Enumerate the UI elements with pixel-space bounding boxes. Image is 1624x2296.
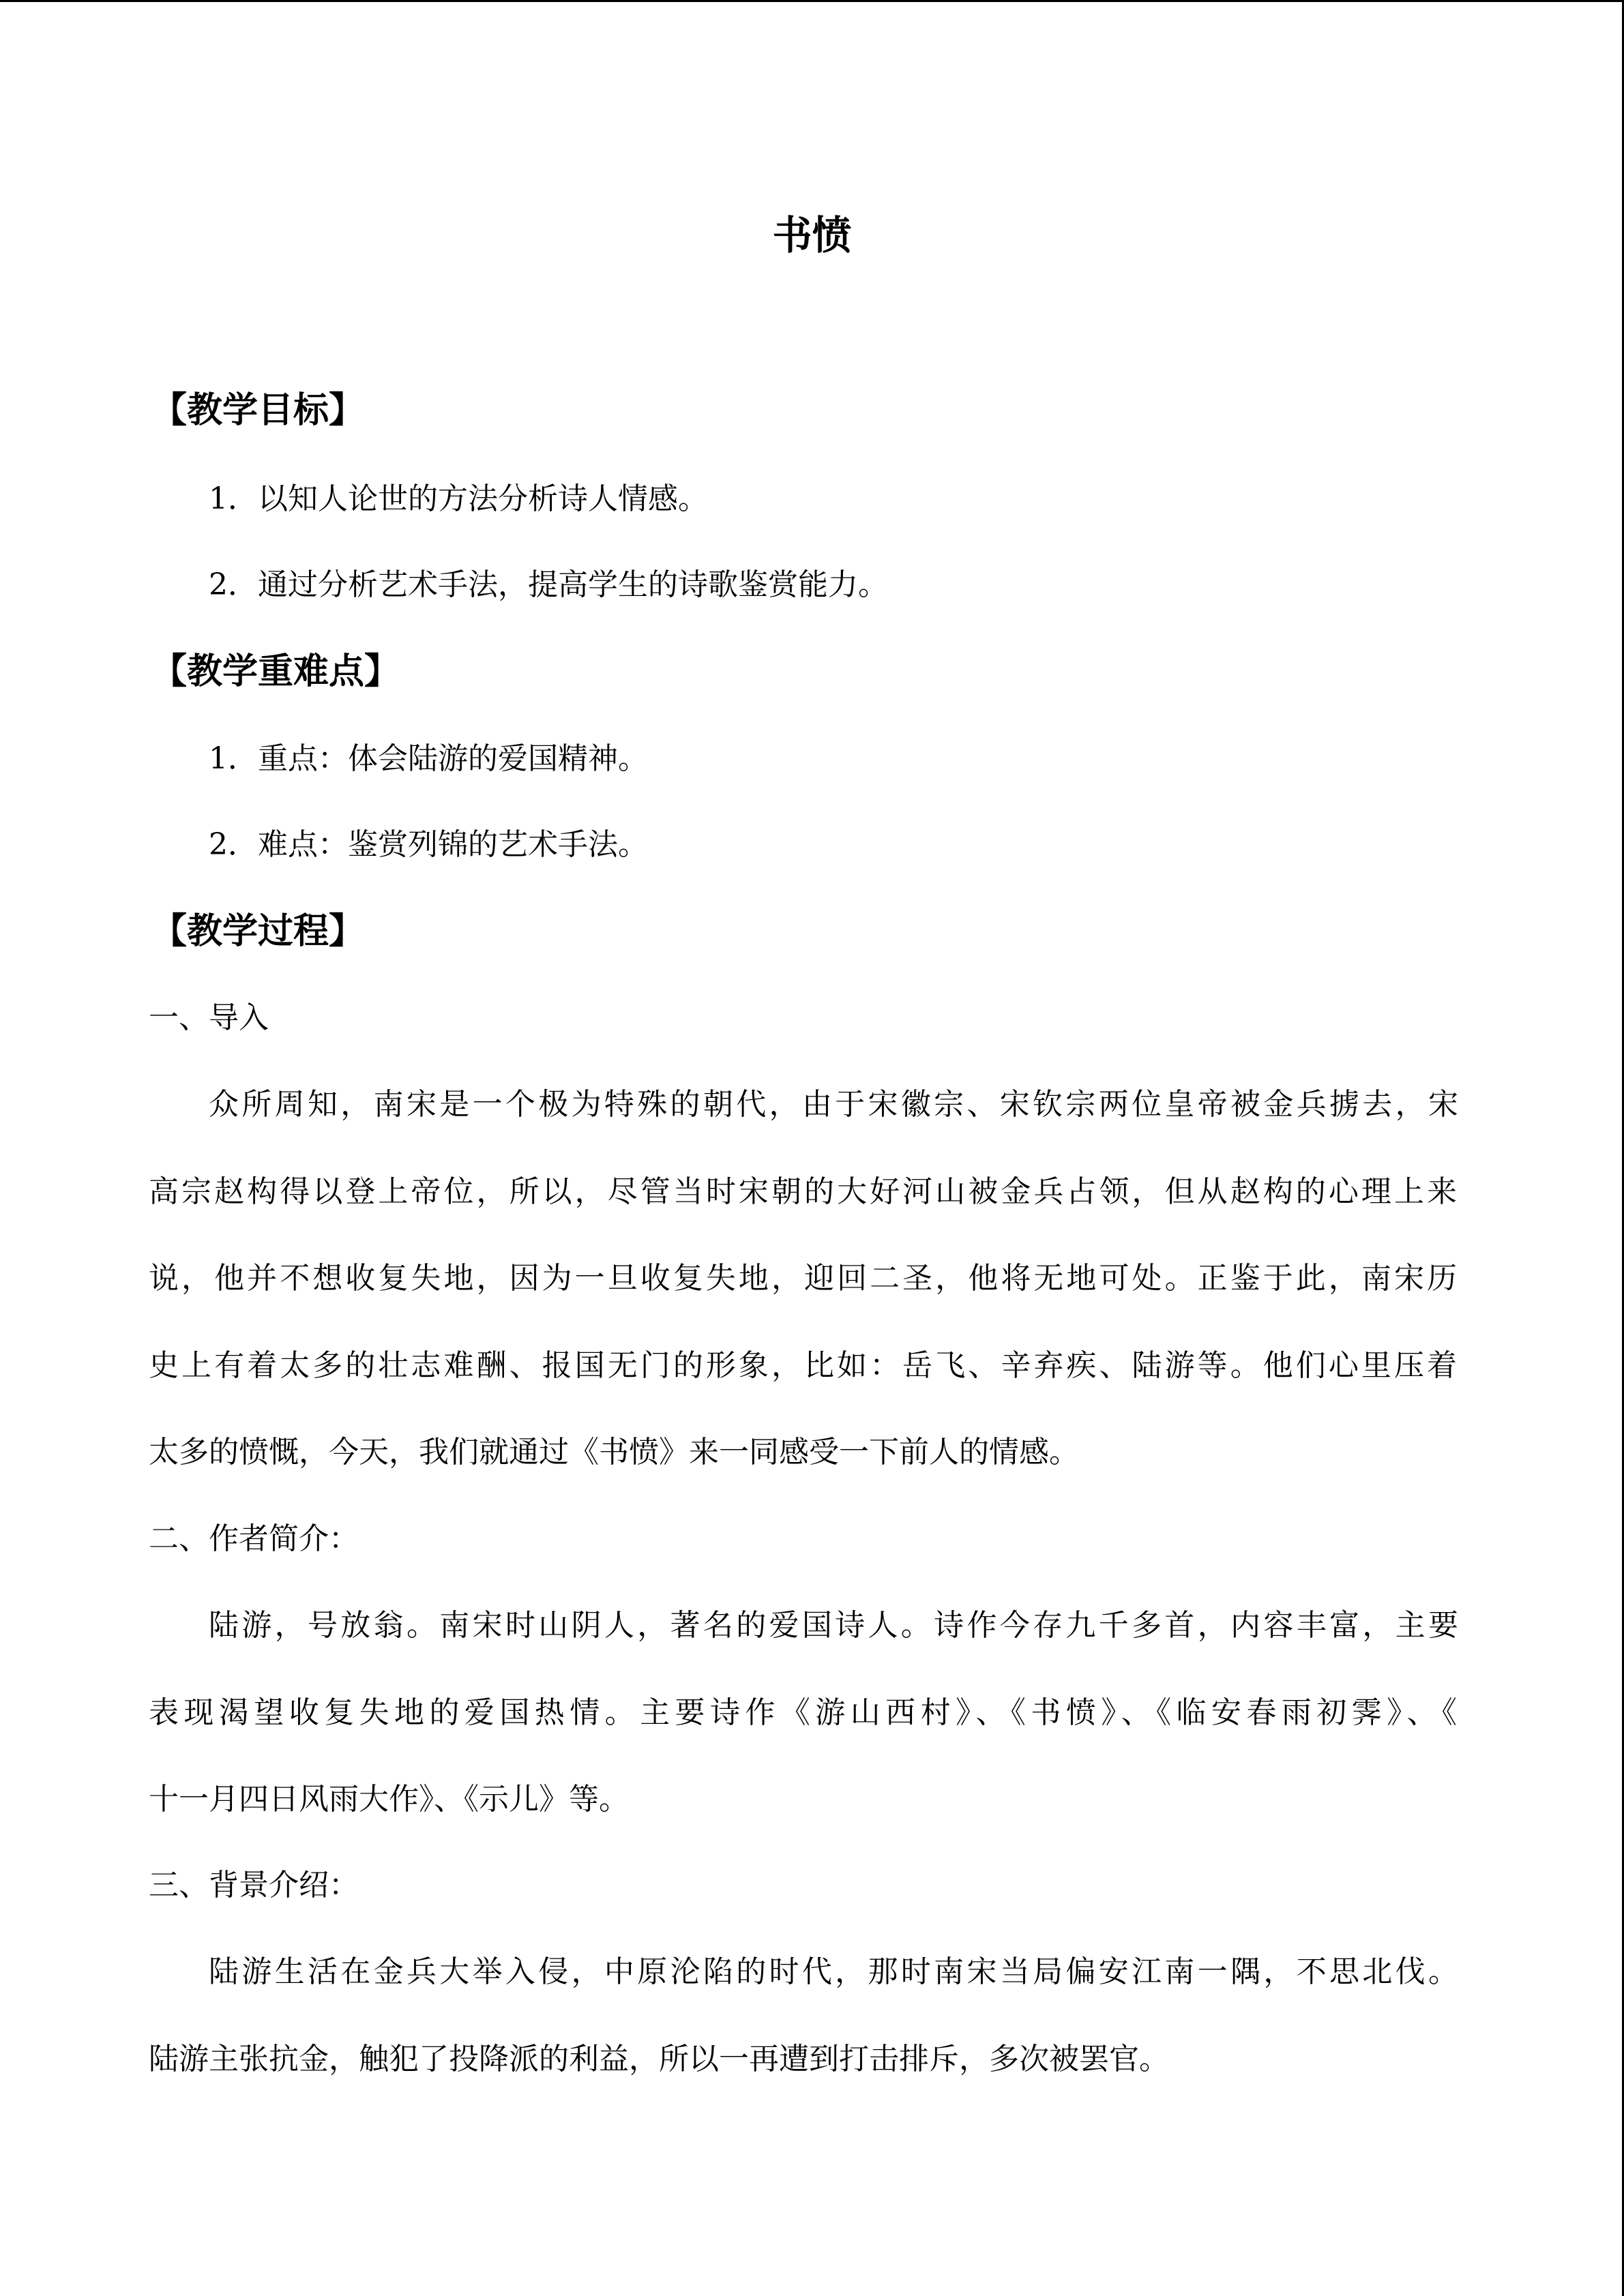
background-line-2: 陆游主张抗金，触犯了投降派的利益，所以一再遭到打击排斥，多次被罢官。 <box>149 2042 1169 2076</box>
author-heading: 二、作者简介： <box>149 1521 359 1556</box>
heading-objectives: 【教学目标】 <box>151 390 365 431</box>
heading-key-points: 【教学重难点】 <box>151 651 400 692</box>
document-title: 书愤 <box>772 212 852 258</box>
intro-line-4: 史上有着太多的壮志难酬、报国无门的形象，比如：岳飞、辛弃疾、陆游等。他们心里压着 <box>149 1348 1457 1383</box>
intro-heading: 一、导入 <box>149 1000 269 1035</box>
intro-line-3: 说，他并不想收复失地，因为一旦收复失地，迎回二圣，他将无地可处。正鉴于此，南宋历 <box>149 1261 1457 1296</box>
objective-item-2: 2．通过分析艺术手法，提高学生的诗歌鉴赏能力。 <box>209 567 888 602</box>
page-border-top <box>0 0 1624 2</box>
key-point-item-1: 1．重点：体会陆游的爱国精神。 <box>209 741 648 776</box>
intro-line-1: 众所周知，南宋是一个极为特殊的朝代，由于宋徽宗、宋钦宗两位皇帝被金兵掳去，宋 <box>209 1087 1458 1122</box>
background-line-1: 陆游生活在金兵大举入侵，中原沦陷的时代，那时南宋当局偏安江南一隅，不思北伐。 <box>209 1954 1458 1989</box>
objective-item-1: 1．以知人论世的方法分析诗人情感。 <box>209 481 708 516</box>
author-line-1: 陆游，号放翁。南宋时山阴人，著名的爱国诗人。诗作今存九千多首，内容丰富，主要 <box>209 1608 1458 1643</box>
author-line-2: 表现渴望收复失地的爱国热情。主要诗作《游山西村》、《书愤》、《临安春雨初霁》、《 <box>149 1695 1457 1730</box>
heading-process: 【教学过程】 <box>151 911 365 952</box>
author-line-3: 十一月四日风雨大作》、《示儿》等。 <box>149 1782 629 1817</box>
intro-line-2: 高宗赵构得以登上帝位，所以，尽管当时宋朝的大好河山被金兵占领，但从赵构的心理上来 <box>149 1174 1457 1209</box>
intro-line-5: 太多的愤慨，今天，我们就通过《书愤》来一同感受一下前人的情感。 <box>149 1435 1079 1470</box>
background-heading: 三、背景介绍： <box>149 1868 359 1903</box>
key-point-item-2: 2．难点：鉴赏列锦的艺术手法。 <box>209 827 648 862</box>
